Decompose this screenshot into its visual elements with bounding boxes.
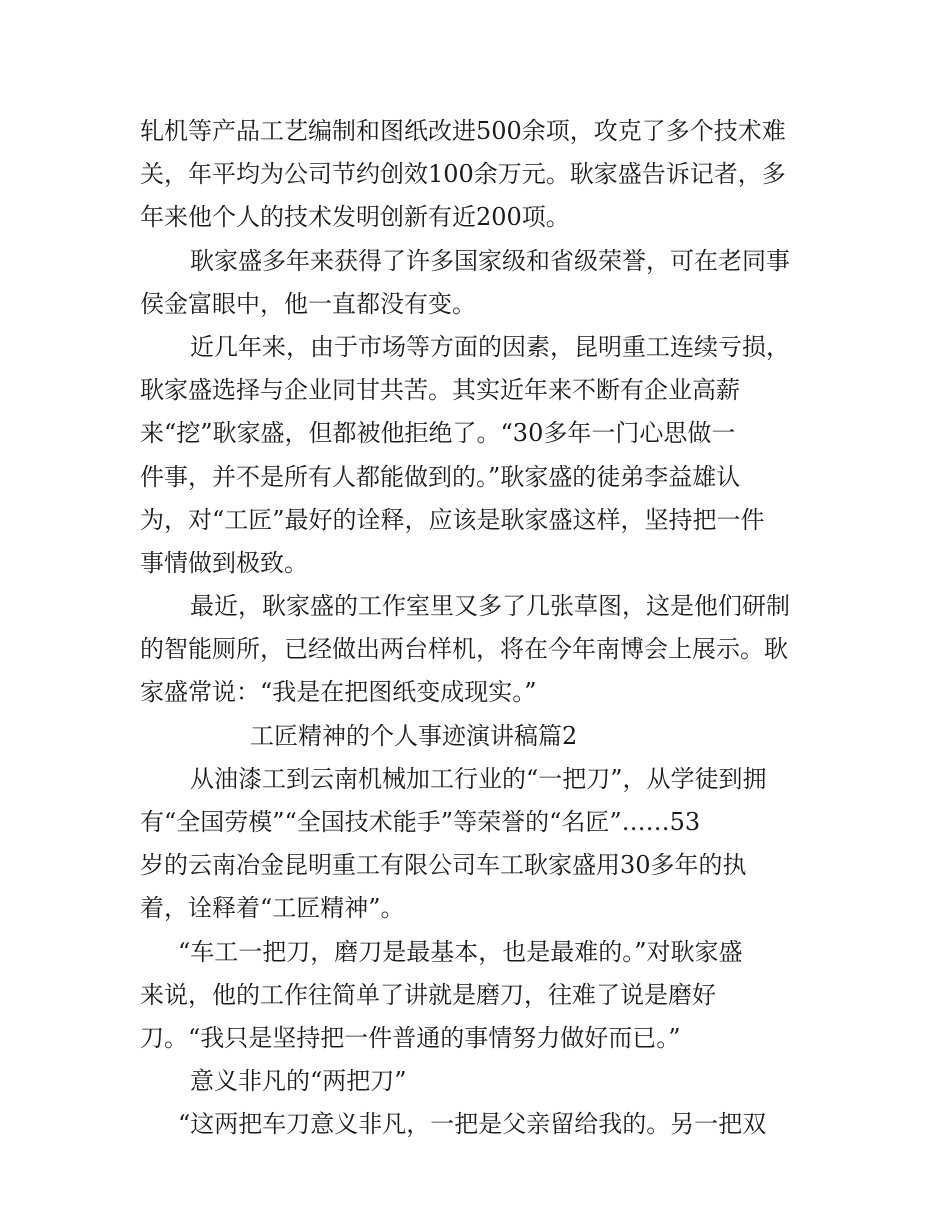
text-line: 关，年平均为公司节约创效100余万元。耿家盛告诉记者，多 [140, 160, 786, 189]
paragraph-start-line: “这两把车刀意义非凡，一把是父亲留给我的。另一把双 [178, 1110, 767, 1139]
paragraph-start-line: 最近，耿家盛的工作室里又多了几张草图，这是他们研制 [190, 592, 790, 621]
text-line: 年来他个人的技术发明创新有近200项。 [140, 203, 570, 232]
text-line: 事情做到极致。 [140, 548, 308, 577]
text-line: 的智能厕所，已经做出两台样机，将在今年南博会上展示。耿 [140, 635, 788, 664]
document-body [140, 110, 815, 1147]
text-line: 轧机等产品工艺编制和图纸改进500余项，攻克了多个技术难 [140, 117, 786, 145]
paragraph-start-line: 耿家盛多年来获得了许多国家级和省级荣誉，可在老同事 [190, 246, 790, 275]
text-line: 岁的云南冶金昆明重工有限公司车工耿家盛用30多年的执 [140, 851, 747, 880]
paragraph-start-line: “车工一把刀，磨刀是最基本，也是最难的。”对耿家盛 [178, 937, 743, 966]
section-heading: 工匠精神的个人事迹演讲稿篇2 [250, 721, 578, 750]
text-line: 家盛常说：“我是在把图纸变成现实。” [140, 678, 537, 707]
text-line: 有“全国劳模”“全国技术能手”等荣誉的“名匠”……53 [140, 808, 701, 836]
text-line: 耿家盛选择与企业同甘共苦。其实近年来不断有企业高薪 [140, 376, 740, 405]
paragraph-start-line: 从油漆工到云南机械加工行业的“一把刀”，从学徒到拥 [190, 764, 767, 793]
text-line: 件事，并不是所有人都能做到的。”耿家盛的徒弟李益雄认 [140, 462, 741, 491]
text-line: 来说，他的工作往简单了讲就是磨刀，往难了说是磨好 [140, 980, 716, 1009]
text-line: 着，诠释着“工匠精神”。 [140, 894, 405, 923]
text-line: 刀。“我只是坚持把一件普通的事情努力做好而已。” [140, 1023, 681, 1052]
text-line: 来“挖”耿家盛，但都被他拒绝了。“30多年一门心思做一 [140, 419, 736, 448]
paragraph-start-line: 近几年来，由于市场等方面的因素，昆明重工连续亏损， [190, 332, 790, 361]
text-line: 为，对“工匠”最好的诠释，应该是耿家盛这样，坚持把一件 [140, 505, 765, 534]
text-line: 侯金富眼中，他一直都没有变。 [140, 289, 476, 318]
subheading-line: 意义非凡的“两把刀” [190, 1067, 407, 1096]
